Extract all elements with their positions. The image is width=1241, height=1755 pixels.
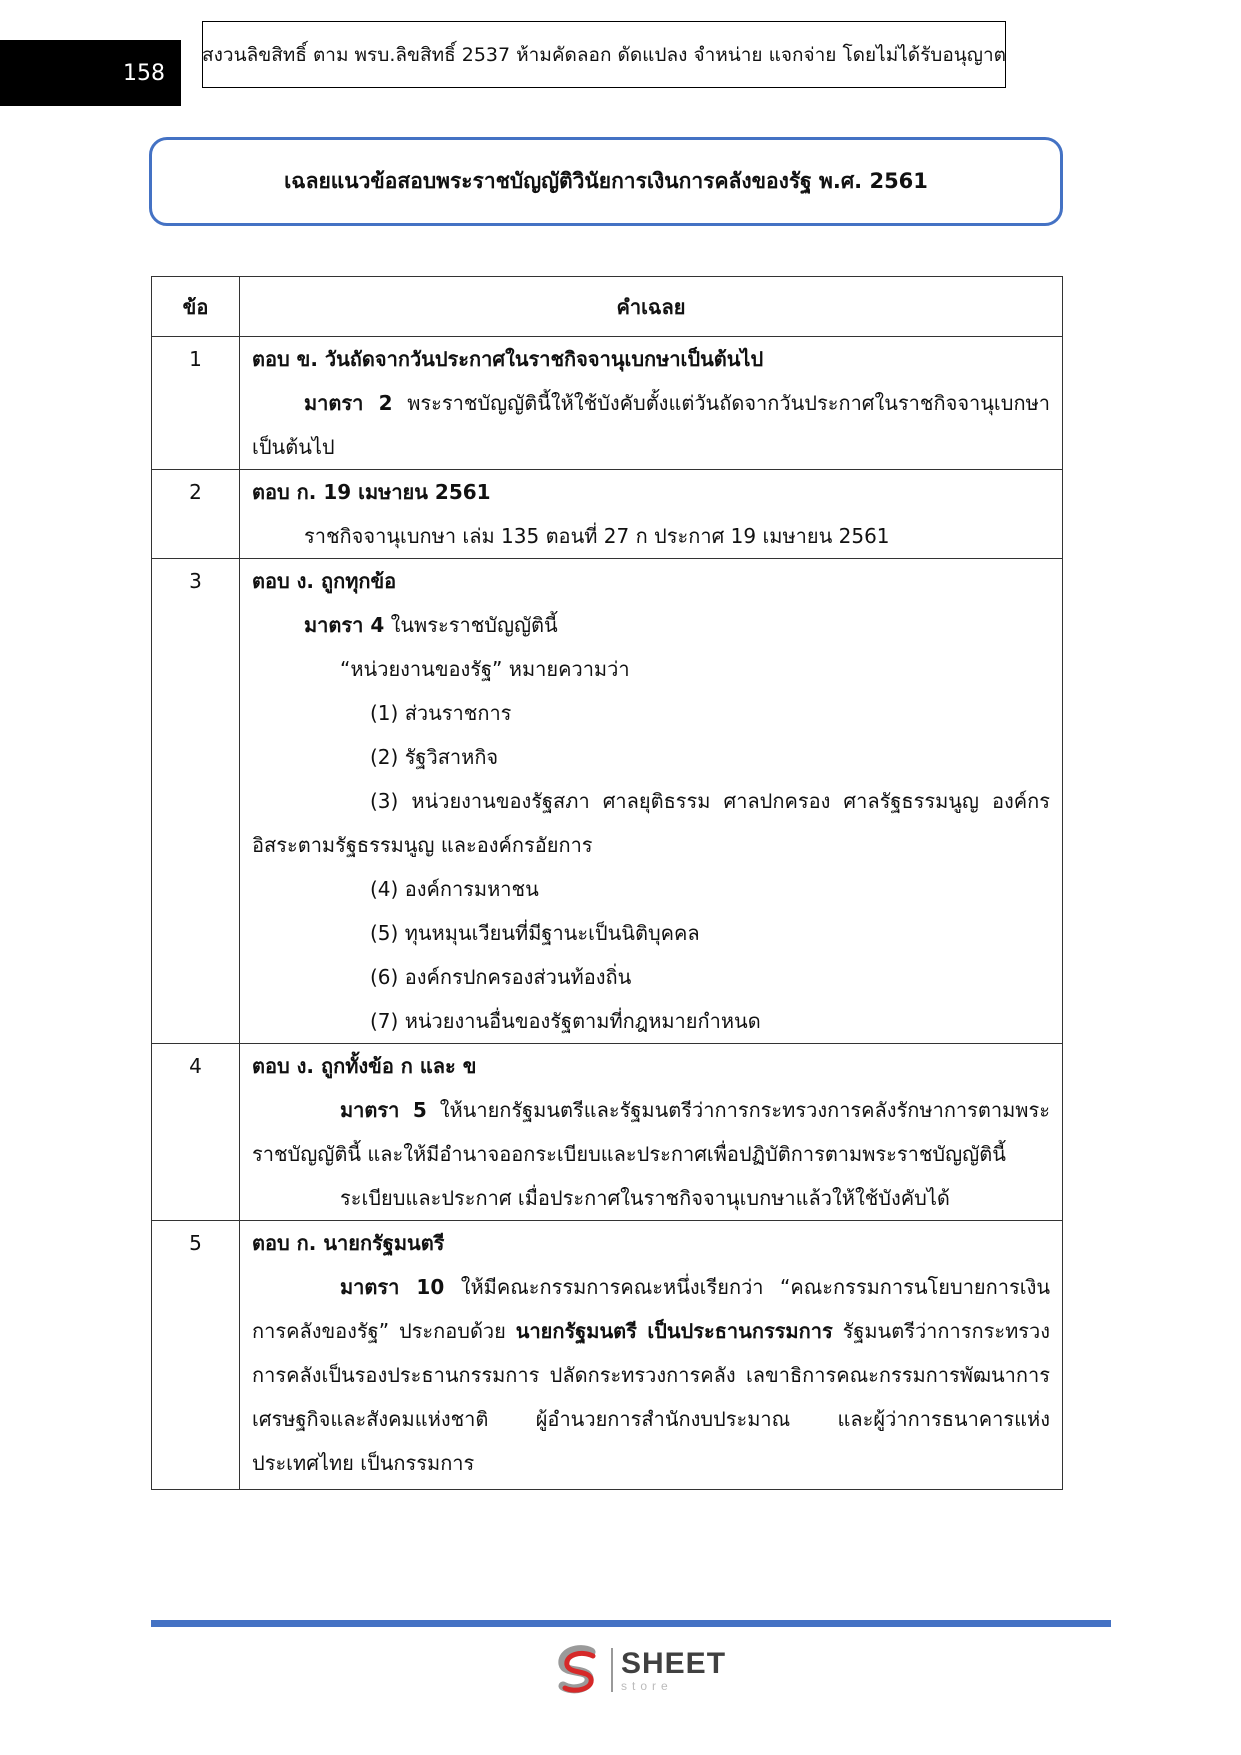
list-item: (3) หน่วยงานของรัฐสภา ศาลยุติธรรม ศาลปกครอง ศาลรัฐธรรมนูญ องค์กรอิสระตามรัฐธรรมนูญ และองค์กรอัยการ (252, 789, 1050, 857)
logo-text (621, 1646, 727, 1693)
explanation-paragraph (252, 603, 1050, 647)
explanation-text: พระราชบัญญัตินี้ให้ใช้บังคับตั้งแต่วันถัดจากวันประกาศในราชกิจจานุเบกษาเป็นต้นไป (252, 391, 1050, 459)
list-item: (7) หน่วยงานอื่นของรัฐตามที่กฎหมายกำหนด (370, 1009, 761, 1033)
explanation-text: รัฐมนตรีว่าการกระทรวงการคลังเป็นรองประธานกรรมการ ปลัดกระทรวงการคลัง เลขาธิการคณะกรรมการพัฒนาการเศรษฐกิจและสังคมแห่งชาติ ผู้อำนวยการสำนักงบประมาณ และผู้ว่าการธนาคารแห่งประเทศไทย เป็นกรรมการ (252, 1319, 1051, 1475)
answer-choice: ตอบ ข. วันถัดจากวันประกาศในราชกิจจานุเบกษาเป็นต้นไป (252, 347, 764, 371)
explanation-text: ให้นายกรัฐมนตรีและรัฐมนตรีว่าการกระทรวงการคลังรักษาการตามพระราชบัญญัตินี้ และให้มีอำนาจออกระเบียบและประกาศเพื่อปฏิบัติการตามพระราชบัญญัตินี้ (252, 1098, 1050, 1166)
section-ref: มาตรา 5 (340, 1098, 427, 1122)
title-box (149, 137, 1063, 226)
definition-line: “หน่วยงานของรัฐ” หมายความว่า (340, 657, 630, 681)
table-row (152, 1044, 1063, 1221)
header-no: ข้อ (152, 277, 240, 337)
table-row (152, 1221, 1063, 1490)
table-header-row (152, 277, 1063, 337)
section-ref: มาตรา 4 (304, 613, 385, 637)
explanation-paragraph: ระเบียบและประกาศ เมื่อประกาศในราชกิจจานุเบกษาแล้วให้ใช้บังคับได้ (340, 1186, 950, 1210)
row-answer-cell (240, 1221, 1063, 1490)
answer-choice: ตอบ ง. ถูกทุกข้อ (252, 569, 397, 593)
logo-subword: store (621, 1678, 673, 1693)
row-number: 1 (152, 337, 240, 470)
answer-choice: ตอบ ง. ถูกทั้งข้อ ก และ ข (252, 1054, 477, 1078)
logo-separator (611, 1648, 613, 1692)
explanation-paragraph (252, 1088, 1050, 1176)
page-title: เฉลยแนวข้อสอบพระราชบัญญัติวินัยการเงินการคลังของรัฐ พ.ศ. 2561 (284, 169, 928, 193)
header-answer: คำเฉลย (240, 277, 1063, 337)
row-answer-cell (240, 1044, 1063, 1221)
list-item: (1) ส่วนราชการ (370, 701, 512, 725)
copyright-notice-box (202, 21, 1006, 88)
page-number-box (0, 40, 181, 106)
row-number: 2 (152, 470, 240, 559)
answer-choice: ตอบ ก. 19 เมษายน 2561 (252, 480, 491, 504)
copyright-notice: สงวนลิขสิทธิ์ ตาม พรบ.ลิขสิทธิ์ 2537 ห้ามคัดลอก ดัดแปลง จำหน่าย แจกจ่าย โดยไม่ได้รับอนุญาต (202, 43, 1006, 66)
explanation-text: ให้มีคณะกรรมการคณะหนึ่งเรียกว่า “คณะกรรมการนโยบายการเงินการคลังของรัฐ” ประกอบด้วย (252, 1275, 1051, 1343)
footer-divider (151, 1620, 1111, 1627)
section-ref: มาตรา 2 (304, 391, 393, 415)
sheet-store-s-logo-icon (553, 1644, 605, 1696)
row-answer-cell (240, 337, 1063, 470)
row-number: 5 (152, 1221, 240, 1490)
row-answer-cell (240, 470, 1063, 559)
list-item: (6) องค์กรปกครองส่วนท้องถิ่น (370, 965, 632, 989)
explanation-paragraph (252, 381, 1050, 469)
row-number: 3 (152, 559, 240, 1044)
explanation-paragraph (252, 1265, 1050, 1485)
table-row (152, 559, 1063, 1044)
list-item: (2) รัฐวิสาหกิจ (370, 745, 499, 769)
table-row (152, 470, 1063, 559)
logo-word: SHEET (621, 1646, 727, 1680)
explanation-paragraph: ราชกิจจานุเบกษา เล่ม 135 ตอนที่ 27 ก ประกาศ 19 เมษายน 2561 (304, 524, 890, 548)
list-item: (4) องค์การมหาชน (370, 877, 539, 901)
row-number: 4 (152, 1044, 240, 1221)
answer-table (151, 276, 1063, 1490)
answer-choice: ตอบ ก. นายกรัฐมนตรี (252, 1231, 445, 1255)
row-answer-cell (240, 559, 1063, 1044)
sheet-store-logo (553, 1640, 733, 1700)
section-ref: มาตรา 10 (340, 1275, 445, 1299)
explanation-text: ในพระราชบัญญัตินี้ (384, 613, 558, 637)
page-number: 158 (123, 60, 165, 86)
highlighted-text: นายกรัฐมนตรี เป็นประธานกรรมการ (515, 1319, 833, 1343)
table-row (152, 337, 1063, 470)
list-item: (5) ทุนหมุนเวียนที่มีฐานะเป็นนิติบุคคล (370, 921, 700, 945)
